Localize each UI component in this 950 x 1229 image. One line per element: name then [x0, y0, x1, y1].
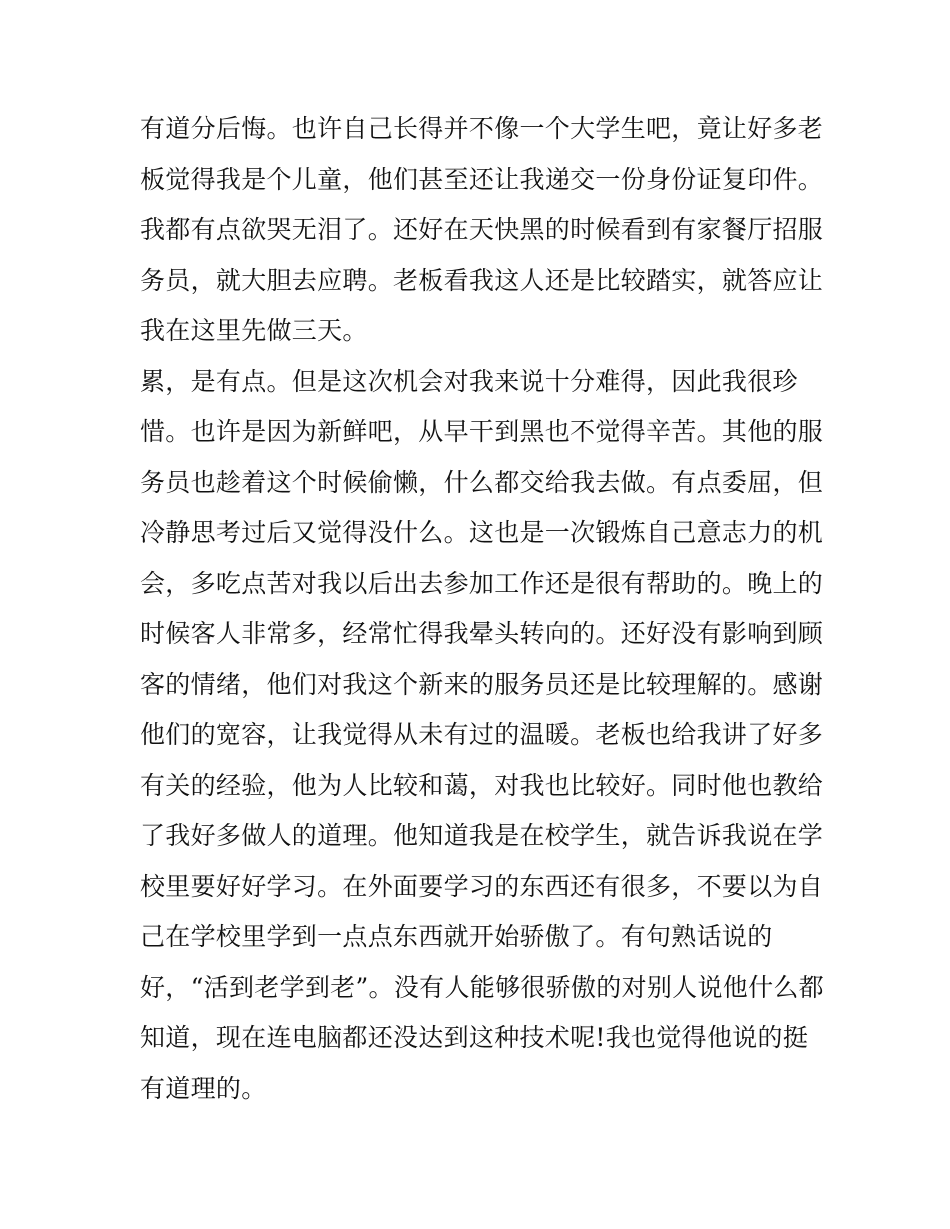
- text-line: 惜。也许是因为新鲜吧，从早干到黑也不觉得辛苦。其他的服: [140, 417, 824, 446]
- text-line: 务员，就大胆去应聘。老板看我这人还是比较踏实，就答应让: [140, 265, 824, 295]
- text-line: 有关的经验，他为人比较和蔼，对我也比较好。同时他也教给: [140, 770, 824, 800]
- text-line: 他们的宽容，让我觉得从未有过的温暖。老板也给我讲了好多: [140, 720, 824, 749]
- text-line: 累，是有点。但是这次机会对我来说十分难得，因此我很珍: [140, 366, 798, 396]
- text-line: 客的情绪，他们对我这个新来的服务员还是比较理解的。感谢: [140, 669, 824, 699]
- text-line: 己在学校里学到一点点东西就开始骄傲了。有句熟话说的: [140, 922, 773, 951]
- text-line: 会，多吃点苦对我以后出去参加工作还是很有帮助的。晚上的: [140, 568, 824, 598]
- text-line: 有道理的。: [140, 1073, 267, 1103]
- text-line: 板觉得我是个儿童，他们甚至还让我递交一份身份证复印件。: [140, 164, 824, 194]
- text-line: 校里要好好学习。在外面要学习的东西还有很多，不要以为自: [140, 871, 824, 901]
- text-line: 了我好多做人的道理。他知道我是在校学生，就告诉我说在学: [140, 821, 824, 850]
- text-line: 我都有点欲哭无泪了。还好在天快黑的时候看到有家餐厅招服: [140, 215, 824, 244]
- text-line: 我在这里先做三天。: [140, 316, 368, 345]
- text-line: 冷静思考过后又觉得没什么。这也是一次锻炼自己意志力的机: [140, 518, 824, 547]
- text-line: 好，“活到老学到老”。没有人能够很骄傲的对别人说他什么都: [140, 972, 824, 1002]
- text-line: 有道分后悔。也许自己长得并不像一个大学生吧，竟让好多老: [140, 114, 824, 143]
- body-text: [140, 104, 840, 1114]
- text-line: 务员也趁着这个时候偷懒，什么都交给我去做。有点委屈，但: [140, 467, 824, 497]
- text-line: 知道，现在连电脑都还没达到这种技术呢!我也觉得他说的挺: [140, 1023, 809, 1052]
- text-line: 时候客人非常多，经常忙得我晕头转向的。还好没有影响到顾: [140, 619, 824, 648]
